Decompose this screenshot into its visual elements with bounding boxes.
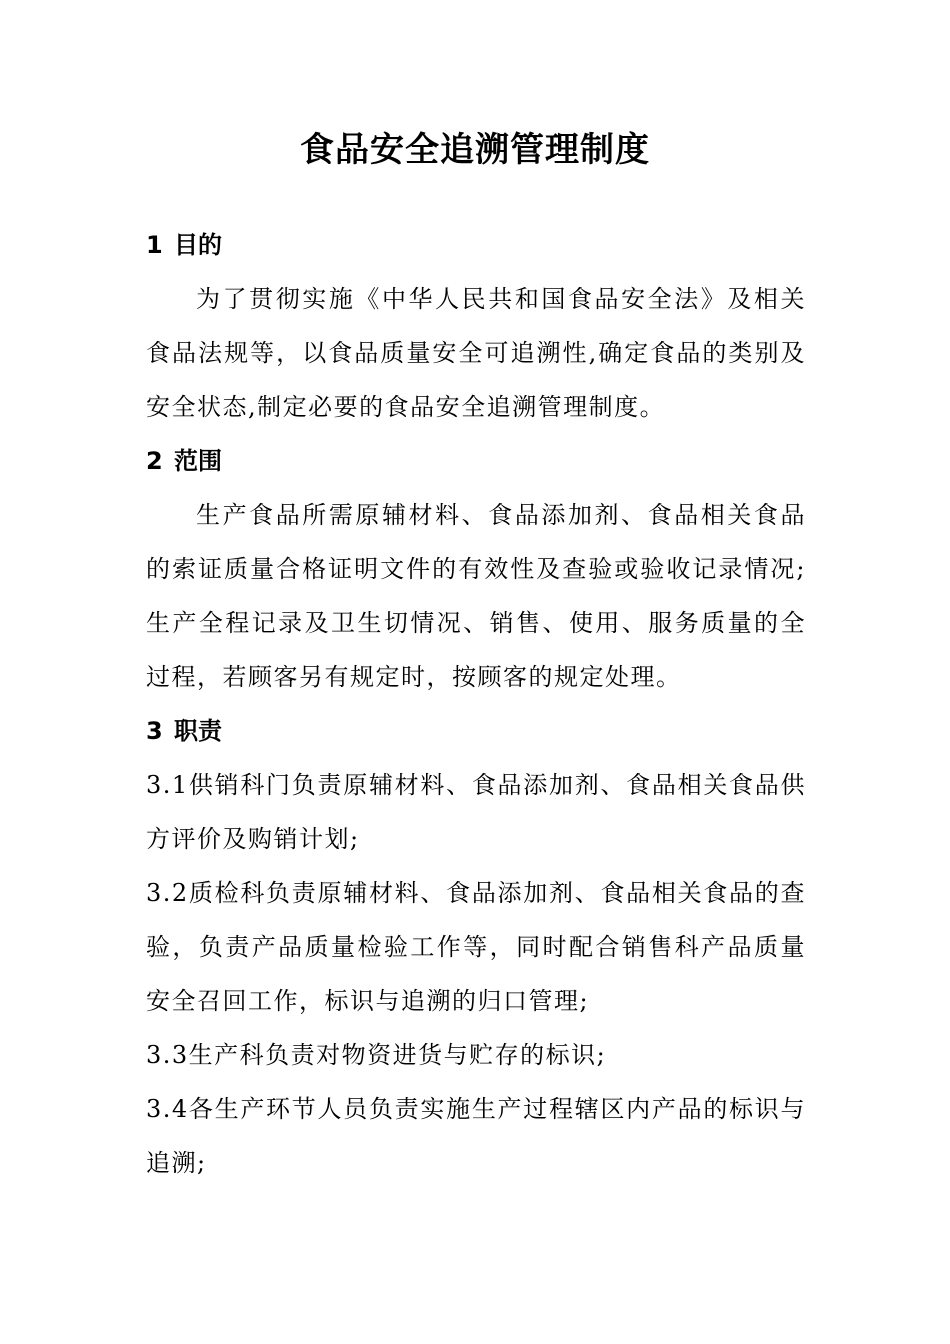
section-number: 2: [146, 447, 163, 475]
document-title: 食品安全追溯管理制度: [300, 130, 650, 170]
document-body: [146, 218, 806, 1190]
section-title: 目的: [174, 231, 222, 259]
responsibility-item: 3.3生产科负责对物资进货与贮存的标识;: [146, 1041, 607, 1069]
responsibility-item: 3.2质检科负责原辅材料、食品添加剂、食品相关食品的查验，负责产品质量检验工作等，同时配合销售科产品质量安全召回工作，标识与追溯的归口管理;: [146, 879, 806, 1015]
section-heading-scope: [146, 434, 806, 488]
section-paragraph-scope: 生产食品所需原辅材料、食品添加剂、食品相关食品的索证质量合格证明文件的有效性及查验或验收记录情况;生产全程记录及卫生切情况、销售、使用、服务质量的全过程，若顾客另有规定时，按顾客的规定处理。: [146, 501, 806, 691]
responsibility-item: 3.1供销科门负责原辅材料、食品添加剂、食品相关食品供方评价及购销计划;: [146, 771, 806, 853]
section-paragraph-purpose: 为了贯彻实施《中华人民共和国食品安全法》及相关食品法规等，以食品质量安全可追溯性,确定食品的类别及安全状态,制定必要的食品安全追溯管理制度。: [146, 285, 806, 421]
section-title: 范围: [174, 447, 222, 475]
section-number: 1: [146, 231, 163, 259]
section-heading-responsibilities: [146, 704, 806, 758]
section-title: 职责: [174, 717, 222, 745]
section-heading-purpose: [146, 218, 806, 272]
section-number: 3: [146, 717, 163, 745]
responsibility-item: 3.4各生产环节人员负责实施生产过程辖区内产品的标识与追溯;: [146, 1095, 806, 1177]
